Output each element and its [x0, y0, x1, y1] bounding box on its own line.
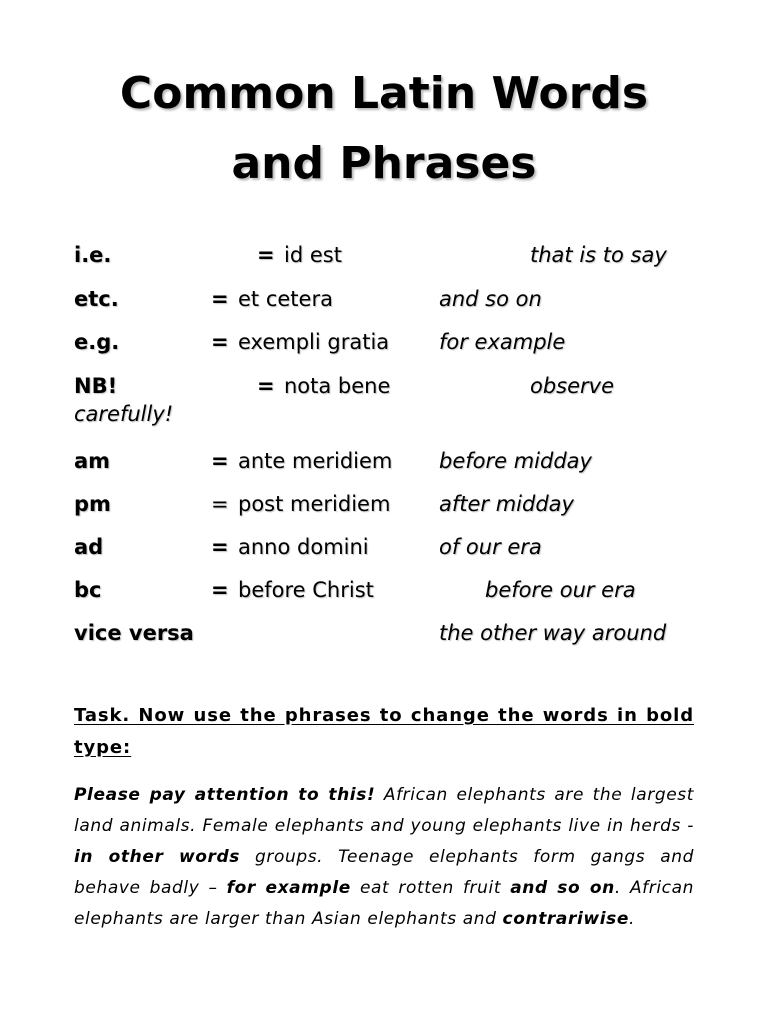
equals-sign: = [211, 578, 229, 602]
phrase-meaning: observe [530, 374, 615, 398]
phrase-meaning: that is to say [530, 243, 667, 267]
bold-phrase: in other words [74, 847, 240, 867]
phrase-latin: anno domini [238, 535, 369, 559]
phrase-meaning: the other way around [439, 621, 667, 645]
phrase-abbreviation: pm [74, 492, 111, 516]
page-title-line-2: and Phrases [231, 138, 537, 189]
paragraph-text: African elephants are the largest land animals. Female elephants and young elephants live in herds - [74, 785, 694, 836]
phrase-latin: et cetera [238, 287, 333, 311]
bold-phrase: contrariwise [502, 909, 629, 929]
phrase-latin: exempli gratia [238, 330, 390, 354]
phrase-row-pm [0, 489, 768, 519]
phrase-abbreviation: ad [74, 535, 104, 559]
phrase-abbreviation: am [74, 449, 111, 473]
phrase-latin: before Christ [238, 578, 374, 602]
equals-sign: = [257, 243, 275, 267]
phrase-abbreviation: bc [74, 578, 102, 602]
task-paragraph [74, 780, 694, 935]
phrase-row-bc [0, 575, 768, 605]
paragraph-text: eat rotten fruit [350, 878, 511, 898]
phrase-row-eg [0, 327, 768, 357]
phrase-row-ie [0, 240, 768, 270]
phrase-row-nb [0, 371, 768, 401]
equals-sign: = [211, 449, 229, 473]
phrase-abbreviation: NB! [74, 374, 118, 398]
task-heading-text: Task. Now use the phrases to change the words in bold type: [74, 705, 694, 758]
bold-phrase: for example [226, 878, 351, 898]
bold-phrase: Please pay attention to this! [74, 785, 376, 805]
task-heading [74, 700, 694, 764]
equals-sign: = [257, 374, 275, 398]
phrase-meaning: of our era [439, 535, 542, 559]
equals-sign: = [211, 287, 229, 311]
phrase-meaning: for example [439, 330, 566, 354]
phrase-row-ad [0, 532, 768, 562]
phrase-row-etc [0, 284, 768, 314]
bold-phrase: and so on [510, 878, 615, 898]
phrase-meaning-continuation: carefully! [74, 402, 174, 426]
paragraph-text: groups. Teenage elephants form gangs and behave badly – [74, 847, 694, 898]
page-title-line-1: Common Latin Words [119, 68, 649, 119]
phrase-meaning: before our era [485, 578, 636, 602]
phrase-row-am [0, 446, 768, 476]
phrase-latin: ante meridiem [238, 449, 393, 473]
paragraph-text: . African elephants are larger than Asian elephants and [74, 878, 695, 929]
phrase-meaning: and so on [439, 287, 542, 311]
phrase-row-vice-versa [0, 618, 768, 648]
equals-sign: = [211, 330, 229, 354]
phrase-abbreviation: vice versa [74, 621, 194, 645]
phrase-meaning: after midday [439, 492, 574, 516]
phrase-latin: nota bene [284, 374, 391, 398]
equals-sign: = [211, 535, 229, 559]
phrase-latin: id est [284, 243, 342, 267]
phrase-abbreviation: e.g. [74, 330, 120, 354]
phrase-abbreviation: i.e. [74, 243, 112, 267]
paragraph-text: . [628, 909, 635, 929]
phrase-meaning: before midday [439, 449, 592, 473]
phrase-abbreviation: etc. [74, 287, 119, 311]
phrase-latin: post meridiem [238, 492, 391, 516]
equals-sign: = [211, 492, 229, 516]
